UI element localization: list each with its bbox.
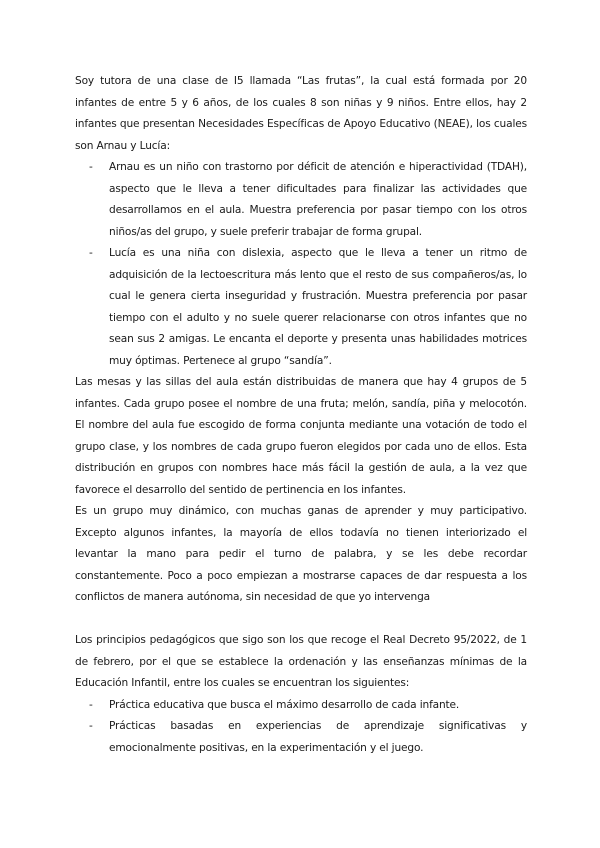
intro-paragraph: Soy tutora de una clase de I5 llamada “Las frutas”, la cual está formada por 20 infantes de entre 5 y 6 años, de los cuales 8 son niñas y 9 niños. Entre ellos, hay 2 infantes que presentan Necesidades Específicas de Apoyo Educativo (NEAE), los cuales son Arnau y Lucía:: [75, 75, 527, 152]
list-item-text: Práctica educativa que busca el máximo desarrollo de cada infante.: [109, 698, 460, 711]
dash-bullet: -: [89, 720, 93, 732]
principles-list: [75, 695, 527, 760]
groups-paragraph: Las mesas y las sillas del aula están distribuidas de manera que hay 4 grupos de 5 infantes. Cada grupo posee el nombre de una fruta; melón, sandía, piña y melocotón. El nombre del aula fue escogido de forma conjunta mediante una votación de todo el grupo clase, y los nombres de cada grupo fueron elegidos por cada uno de ellos. Esta distribución en grupos con nombres hace más fácil la gestión de aula, a la vez que favorece el desarrollo del sentido de pertinencia en los infantes.: [75, 376, 527, 496]
principles-intro-paragraph: Los principios pedagógicos que sigo son los que recoge el Real Decreto 95/2022, de 1 de febrero, por el que se establece la ordenación y las enseñanzas mínimas de la Educación Infantil, entre los cuales se encuentran los siguientes:: [75, 634, 527, 689]
dash-bullet: -: [89, 247, 93, 259]
list-item-text: Prácticas basadas en experiencias de aprendizaje significativas y emocionalmente positivas, en la experimentación y el juego.: [109, 720, 527, 754]
list-item-arnau: [75, 157, 527, 243]
list-item-text: Lucía es una niña con dislexia, aspecto que le lleva a tener un ritmo de adquisición de la lectoescritura más lento que el resto de sus compañeros/as, lo cual le genera cierta inseguridad y frustración. Muestra preferencia por pasar tiempo con el adulto y no suele querer relacionarse con otros infantes que no sean sus 2 amigas. Le encanta el deporte y presenta unas habilidades motrices muy óptimas. Pertenece al grupo “sandía”.: [109, 247, 527, 367]
dynamics-paragraph: Es un grupo muy dinámico, con muchas ganas de aprender y muy participativo. Excepto algunos infantes, la mayoría de ellos todavía no tienen interiorizado el levantar la mano para pedir el turno de palabra, y se les debe recordar constantemente. Poco a poco empiezan a mostrarse capaces de dar respuesta a los conflictos de manera autónoma, sin necesidad de que yo intervenga: [75, 505, 527, 603]
list-item-text: Arnau es un niño con trastorno por déficit de atención e hiperactividad (TDAH), aspecto que le lleva a tener dificultades para finalizar las actividades que desarrollamos en el aula. Muestra preferencia por pasar tiempo con los otros niños/as del grupo, y suele preferir trabajar de forma grupal.: [109, 161, 527, 238]
students-list: [75, 157, 527, 372]
list-item-principle-2: [75, 716, 527, 759]
document-body: [75, 71, 527, 759]
list-item-principle-1: [75, 695, 527, 717]
dash-bullet: -: [89, 161, 93, 173]
dash-bullet: -: [89, 698, 93, 711]
blank-line: [75, 609, 527, 631]
list-item-lucia: [75, 243, 527, 372]
